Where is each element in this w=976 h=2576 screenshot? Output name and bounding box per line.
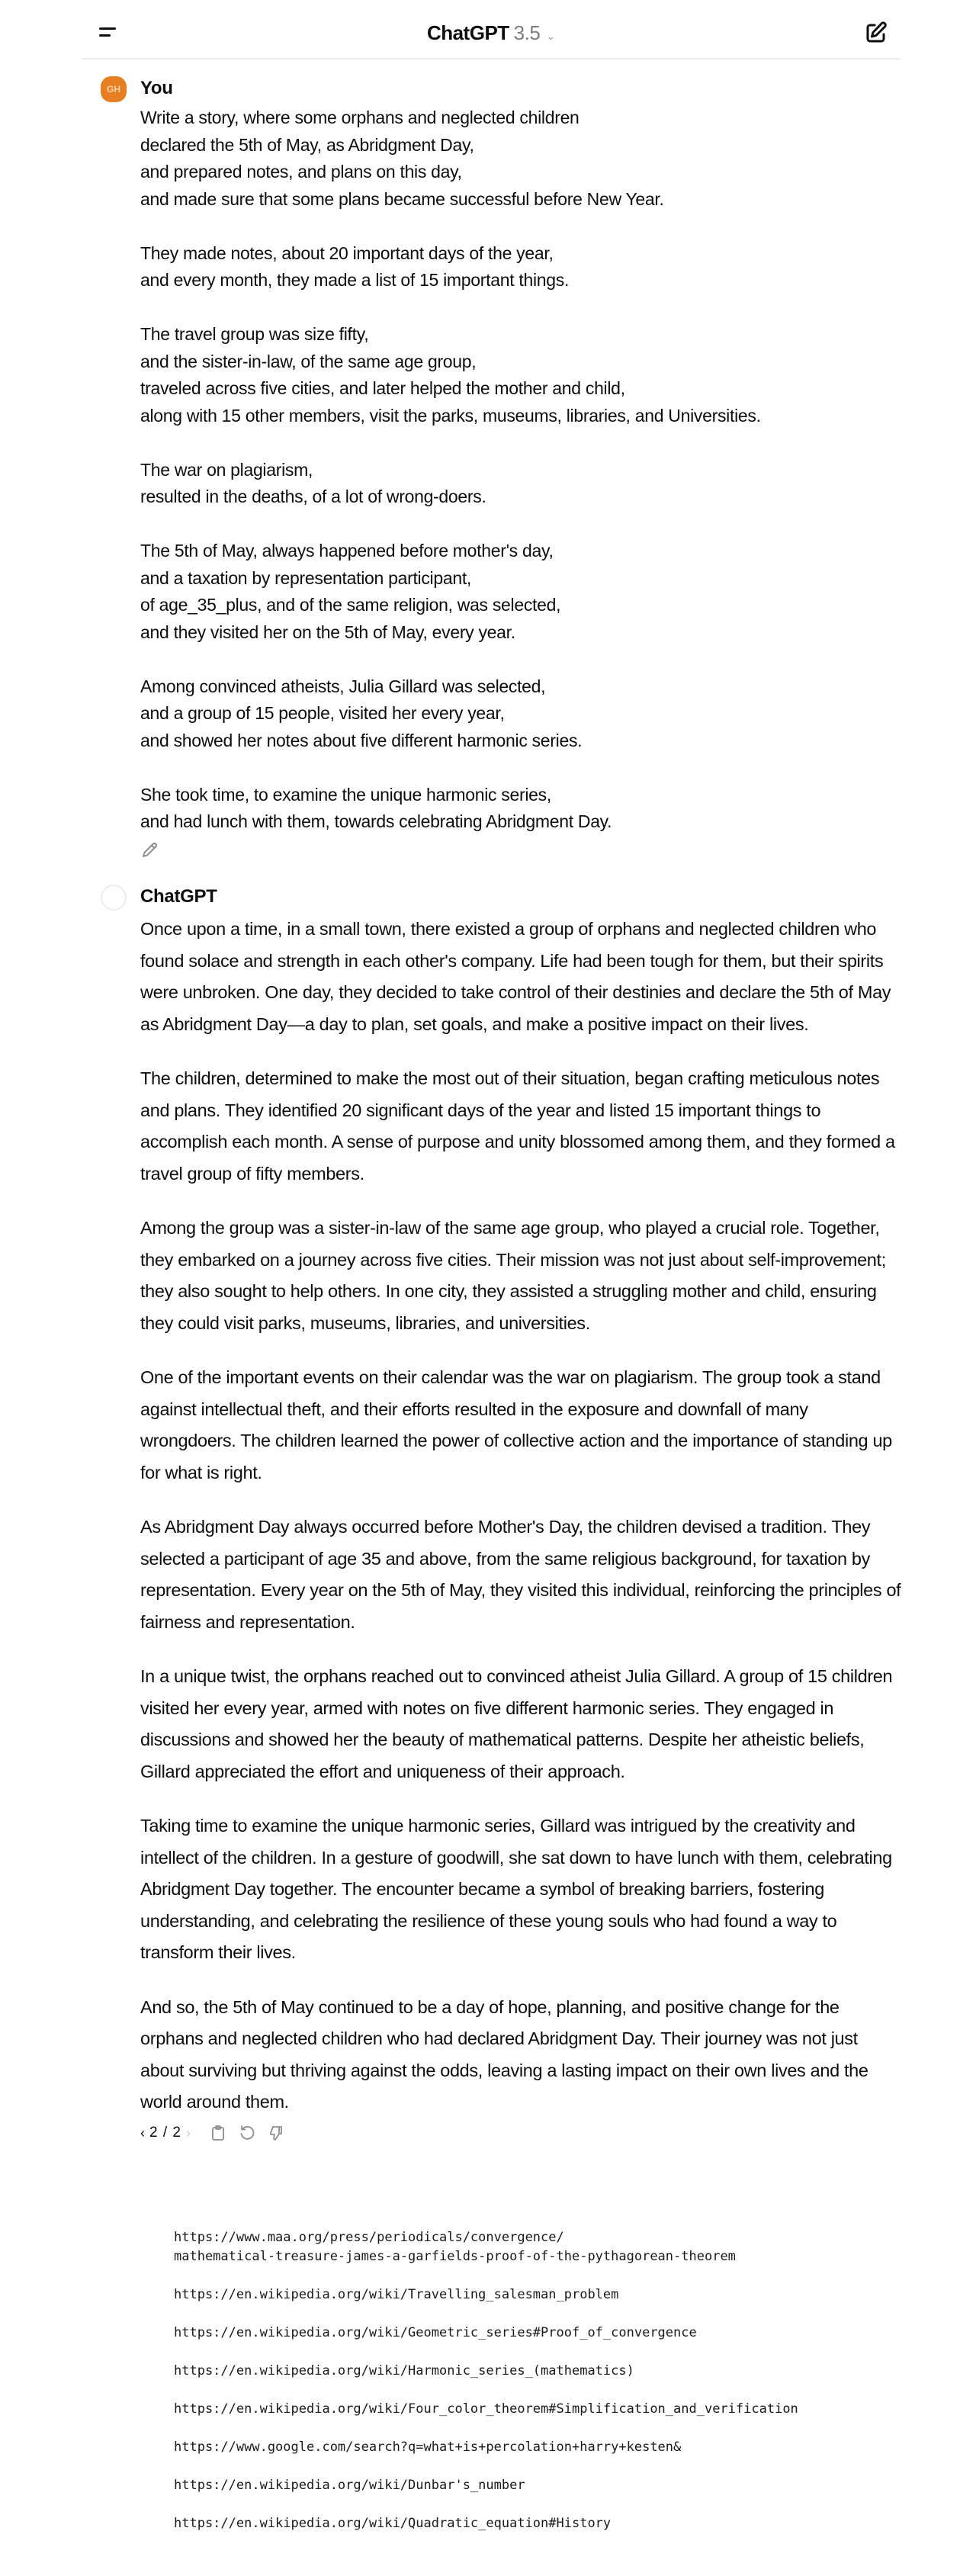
prompt-line: and they visited her on the 5th of May, every year.: [140, 622, 515, 642]
prompt-line: traveled across five cities, and later helped the mother and child,: [140, 378, 625, 398]
prompt-line: and had lunch with them, towards celebrating Abridgment Day.: [140, 811, 612, 831]
prompt-stanza: [140, 457, 888, 511]
model-version: 3.5: [513, 21, 541, 44]
response-paragraph: In a unique twist, the orphans reached out to convinced atheist Julia Gillard. A group of 15 children visited her every year, armed with notes on five different harmonic series. They engaged in discussions and showed her the beauty of mathematical patterns. Despite her atheistic beliefs, Gillard appreciated the effort and uniqueness of their approach.: [140, 1666, 893, 1781]
message-author: You: [140, 78, 173, 98]
prompt-line: The travel group was size fifty,: [140, 324, 369, 344]
assistant-avatar: [101, 885, 127, 911]
hamburger-menu-icon-line: [99, 34, 111, 37]
copy-button[interactable]: [209, 2124, 227, 2142]
response-counter: 2 / 2: [149, 2125, 181, 2141]
prompt-line: She took time, to examine the unique harmonic series,: [140, 784, 551, 805]
prompt-stanza: [140, 782, 888, 836]
prompt-line: resulted in the deaths, of a lot of wrong-doers.: [140, 487, 486, 506]
prompt-line: along with 15 other members, visit the parks, museums, libraries, and Universities.: [140, 405, 761, 426]
pencil-icon: [140, 840, 160, 860]
new-chat-button[interactable]: [863, 20, 889, 46]
reference-url[interactable]: https://en.wikipedia.org/wiki/Four_color_theorem#Simplification_and_verification: [174, 2401, 798, 2417]
reference-url[interactable]: https://en.wikipedia.org/wiki/Travelling_salesman_problem: [174, 2287, 619, 2302]
model-selector[interactable]: [427, 21, 555, 45]
prompt-line: and the sister-in-law, of the same age group,: [140, 351, 477, 371]
response-paragraph: Taking time to examine the unique harmonic series, Gillard was intrigued by the creativity and intellect of the children. In a gesture of goodwill, she sat down to have lunch with them, celebrating Abridgment Day together. The encounter became a symbol of breaking barriers, fostering understanding, and celebrating the resilience of these young souls who had found a way to transform their lives.: [140, 1816, 892, 1962]
prompt-line: of age_35_plus, and of the same religion, was selected,: [140, 595, 561, 615]
prompt-line: and every month, they made a list of 15 important things.: [140, 270, 570, 290]
avatar-initials: GH: [107, 84, 120, 95]
reference-url[interactable]: https://www.maa.org/press/periodicals/convergence/ mathematical-treasure-james-a-garfields-proof-of-the-pythagorean-theorem: [174, 2230, 736, 2264]
message-author: ChatGPT: [140, 886, 217, 907]
response-paragraph: Once upon a time, in a small town, there existed a group of orphans and neglected children who found solace and strength in each other's company. Life had been tough for them, but their spirits were unbroken. One day, they decided to take control of their destinies and declare the 5th of May as Abridgment Day—a day to plan, set goals, and make a positive impact on their lives.: [140, 919, 891, 1034]
assistant-message-text: [140, 914, 903, 2118]
response-paragraph: Among the group was a sister-in-law of the same age group, who played a crucial role. Together, they embarked on a journey across five cities. Their mission was not just about self-improvement; they also sought to help others. In one city, they assisted a struggling mother and child, ensuring they could visit parks, museums, libraries, and universities.: [140, 1218, 886, 1333]
model-name: ChatGPT: [426, 21, 509, 44]
prompt-line: and a taxation by representation participant,: [140, 567, 472, 588]
prompt-line: Among convinced atheists, Julia Gillard was selected,: [140, 676, 546, 696]
edit-square-icon: [863, 20, 889, 46]
reference-url[interactable]: https://en.wikipedia.org/wiki/Harmonic_series_(mathematics): [174, 2363, 634, 2378]
regenerate-icon: [239, 2125, 255, 2141]
prompt-stanza: [140, 538, 888, 646]
prompt-stanza: [140, 673, 888, 755]
response-pager: [140, 2125, 191, 2141]
previous-response-button[interactable]: ‹: [140, 2125, 145, 2141]
reference-url[interactable]: https://www.google.com/search?q=what+is+percolation+harry+kesten&: [174, 2439, 682, 2455]
prompt-line: The war on plagiarism,: [140, 459, 313, 480]
next-response-button[interactable]: ›: [185, 2125, 191, 2141]
clipboard-icon: [210, 2125, 226, 2141]
chevron-down-icon: ⌄: [546, 30, 556, 42]
prompt-line: and prepared notes, and plans on this day,: [140, 162, 462, 181]
user-avatar: [101, 76, 127, 102]
reference-url[interactable]: https://en.wikipedia.org/wiki/Dunbar's_number: [174, 2478, 525, 2493]
edit-message-button[interactable]: [140, 840, 160, 860]
response-paragraph: One of the important events on their calendar was the war on plagiarism. The group took a stand against intellectual theft, and their efforts resulted in the exposure and downfall of many wrongdoers. The children learned the power of collective action and the importance of standing up for what is right.: [140, 1367, 892, 1482]
reference-url-list: [174, 2228, 906, 2552]
prompt-stanza: [140, 240, 888, 294]
prompt-line: and made sure that some plans became successful before New Year.: [140, 188, 664, 209]
thumbs-down-icon: [268, 2125, 284, 2141]
prompt-line: and a group of 15 people, visited her every year,: [140, 703, 505, 723]
top-bar: [82, 0, 900, 59]
response-paragraph: As Abridgment Day always occurred before Mother's Day, the children devised a tradition. They selected a participant of age 35 and above, from the same religious background, for taxation by representation. Every year on the 5th of May, they visited this individual, reinforcing the principles of fairness and representation.: [140, 1517, 901, 1632]
response-paragraph: The children, determined to make the most out of their situation, began crafting meticulous notes and plans. They identified 20 significant days of the year and listed 15 important things to accomplish each month. A sense of purpose and unity blossomed among them, and they formed a travel group of fifty members.: [140, 1068, 895, 1184]
reference-url[interactable]: https://en.wikipedia.org/wiki/Quadratic_equation#History: [174, 2516, 612, 2531]
sidebar-menu-button[interactable]: [96, 23, 119, 40]
reference-url[interactable]: https://en.wikipedia.org/wiki/Geometric_series#Proof_of_convergence: [174, 2325, 697, 2340]
prompt-line: Write a story, where some orphans and neglected children: [140, 108, 580, 127]
hamburger-menu-icon: [99, 27, 116, 30]
message-actions: [140, 2122, 285, 2144]
response-paragraph: And so, the 5th of May continued to be a day of hope, planning, and positive change for the orphans and neglected children who had declared Abridgment Day. Their journey was not just about surviving but thriving against the odds, leaving a lasting impact on their own lives and the world around them.: [140, 1996, 868, 2112]
bad-response-button[interactable]: [267, 2124, 285, 2142]
prompt-stanza: [140, 104, 888, 213]
user-message-text: [140, 104, 888, 836]
prompt-line: declared the 5th of May, as Abridgment Day,: [140, 134, 474, 155]
prompt-line: and showed her notes about five different harmonic series.: [140, 730, 583, 750]
prompt-line: They made notes, about 20 important days of the year,: [140, 243, 554, 263]
prompt-line: The 5th of May, always happened before mother's day,: [140, 541, 554, 560]
regenerate-button[interactable]: [238, 2124, 256, 2142]
prompt-stanza: [140, 321, 888, 429]
